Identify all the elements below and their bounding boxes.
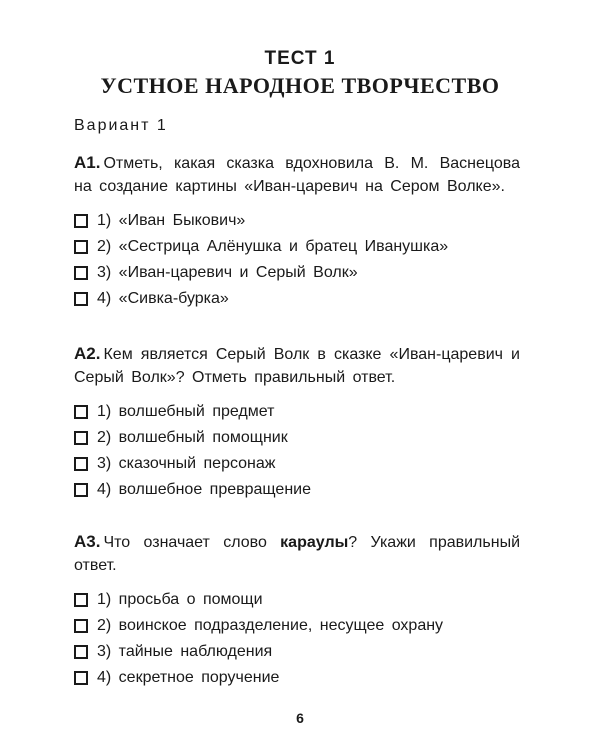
question-a3-text-after: ? Укажи правильный ответ.: [74, 534, 521, 574]
variant-label: Вариант 1: [74, 117, 168, 134]
answer-option[interactable]: [74, 208, 520, 234]
checkbox-icon[interactable]: [74, 431, 88, 445]
answer-option[interactable]: [74, 665, 520, 691]
question-a1-number: А1.: [74, 153, 101, 172]
answer-option[interactable]: [74, 639, 520, 665]
option-label: 3) тайные наблюдения: [97, 643, 273, 660]
checkbox-icon[interactable]: [74, 593, 88, 607]
option-label: 4) волшебное превращение: [97, 481, 311, 498]
answer-option[interactable]: [74, 425, 520, 451]
answer-option[interactable]: [74, 477, 520, 503]
option-label: 1) «Иван Быкович»: [97, 212, 246, 229]
question-a3: [74, 530, 520, 691]
checkbox-icon[interactable]: [74, 240, 88, 254]
question-a3-text-before: Что означает слово: [103, 534, 281, 551]
checkbox-icon[interactable]: [74, 671, 88, 685]
test-number: ТЕСТ 1: [264, 48, 336, 69]
checkbox-icon[interactable]: [74, 292, 88, 306]
page-title: УСТНОЕ НАРОДНОЕ ТВОРЧЕСТВО: [100, 73, 500, 98]
option-label: 1) просьба о помощи: [97, 591, 263, 608]
question-a2-text: Кем является Серый Волк в сказке «Иван-царевич и Серый Волк»? Отметь правильный ответ.: [74, 346, 520, 386]
answer-option[interactable]: [74, 451, 520, 477]
question-a2-options: [74, 399, 520, 503]
checkbox-icon[interactable]: [74, 266, 88, 280]
option-label: 2) воинское подразделение, несущее охрану: [97, 617, 444, 634]
answer-option[interactable]: [74, 234, 520, 260]
question-a3-number: А3.: [74, 532, 101, 551]
checkbox-icon[interactable]: [74, 483, 88, 497]
question-a1-text: Отметь, какая сказка вдохновила В. М. Васнецова на создание картины «Иван-царевич на Сером Волке».: [74, 155, 520, 195]
question-a1: [74, 151, 520, 312]
question-a3-options: [74, 587, 520, 691]
option-label: 1) волшебный предмет: [97, 403, 275, 420]
question-a1-prompt: [74, 151, 520, 198]
answer-option[interactable]: [74, 399, 520, 425]
question-a1-options: [74, 208, 520, 312]
checkbox-icon[interactable]: [74, 457, 88, 471]
answer-option[interactable]: [74, 587, 520, 613]
option-label: 3) «Иван-царевич и Серый Волк»: [97, 264, 358, 281]
checkbox-icon[interactable]: [74, 405, 88, 419]
option-label: 2) «Сестрица Алёнушка и братец Иванушка»: [97, 238, 449, 255]
page-number: 6: [296, 710, 304, 726]
question-a2-prompt: [74, 342, 520, 389]
option-label: 4) секретное поручение: [97, 669, 280, 686]
question-a2-number: А2.: [74, 344, 101, 363]
option-label: 3) сказочный персонаж: [97, 455, 276, 472]
checkbox-icon[interactable]: [74, 214, 88, 228]
checkbox-icon[interactable]: [74, 645, 88, 659]
question-a3-prompt: [74, 530, 520, 577]
option-label: 2) волшебный помощник: [97, 429, 288, 446]
checkbox-icon[interactable]: [74, 619, 88, 633]
answer-option[interactable]: [74, 260, 520, 286]
answer-option[interactable]: [74, 613, 520, 639]
option-label: 4) «Сивка-бурка»: [97, 290, 229, 307]
question-a3-keyword: караулы: [280, 534, 349, 551]
question-a2: [74, 342, 520, 503]
answer-option[interactable]: [74, 286, 520, 312]
